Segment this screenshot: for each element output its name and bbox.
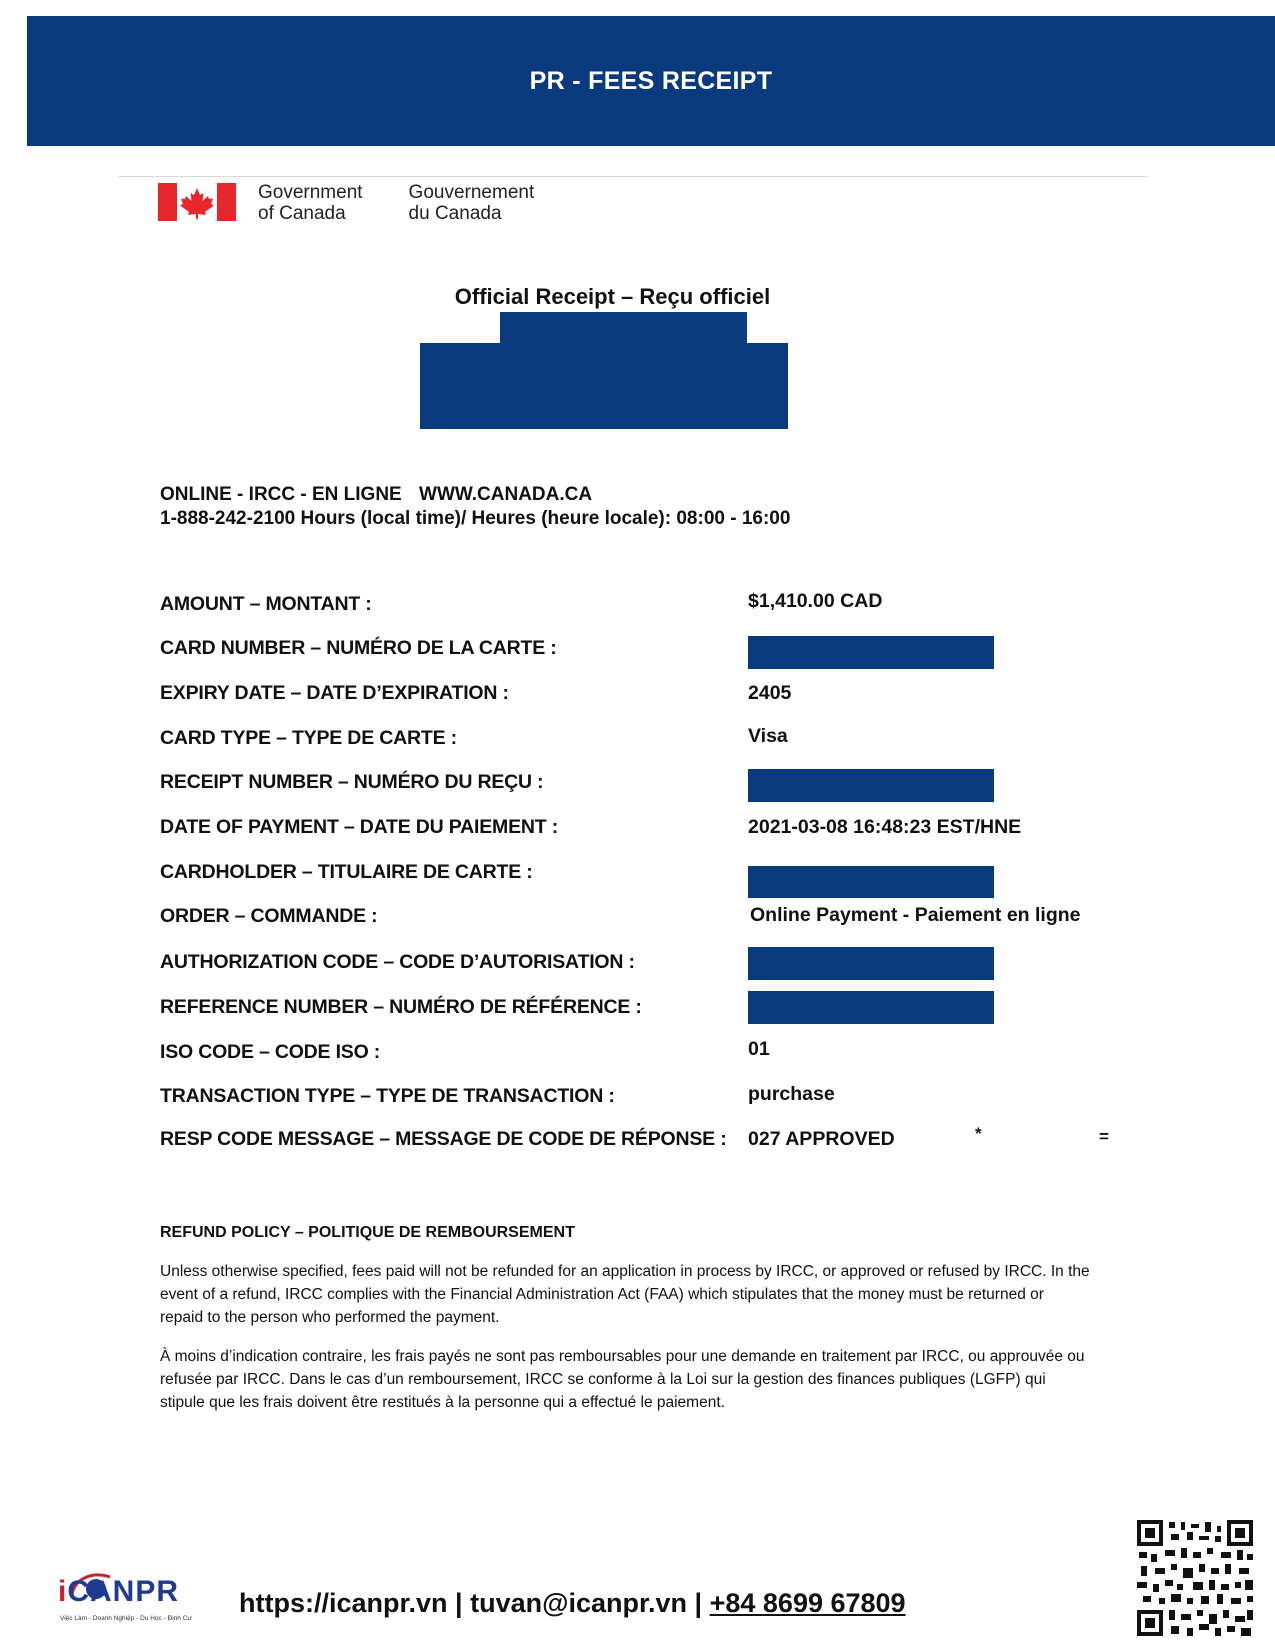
field-label: ISO CODE – CODE ISO : — [160, 1041, 381, 1063]
redacted-value — [748, 769, 994, 802]
field-value: $1,410.00 CAD — [748, 590, 883, 612]
contact-hours: 1-888-242-2100 Hours (local time)/ Heures (heure locale): 08:00 - 16:00 — [160, 508, 791, 529]
field-value: 2405 — [748, 682, 792, 704]
refund-text-fr: À moins d’indication contraire, les frais payés ne sont pas remboursables pour une demande en traitement par IRCC, ou approuvée ou refusée par IRCC. Dans le cas d’un remboursement, IRCC se conforme à la Loi sur la gestion des finances publiques (LGFP) qui stipule que les frais doivent être restitués à la personne qui a effectué le paiement. — [160, 1348, 1085, 1411]
field-value: Visa — [748, 725, 788, 747]
field-value: 027 APPROVED — [748, 1128, 895, 1150]
qr-code-icon[interactable] — [1135, 1518, 1255, 1638]
banner-title: PR - FEES RECEIPT — [529, 66, 773, 95]
contact-website: WWW.CANADA.CA — [419, 484, 593, 505]
icanpr-logo — [58, 1573, 198, 1631]
redacted-value — [748, 947, 994, 980]
field-value: purchase — [748, 1083, 835, 1105]
redacted-block — [420, 343, 788, 429]
divider — [118, 176, 1148, 177]
field-value: 01 — [748, 1038, 770, 1060]
field-label: CARDHOLDER – TITULAIRE DE CARTE : — [160, 861, 533, 883]
canada-flag-icon — [158, 183, 236, 221]
government-signature — [158, 182, 534, 224]
contact-info — [160, 483, 790, 531]
field-label: AUTHORIZATION CODE – CODE D’AUTORISATION : — [160, 951, 635, 973]
logo-name — [58, 1575, 179, 1609]
resp-equals-mark: = — [1099, 1127, 1109, 1146]
footer-separator: | — [455, 1588, 463, 1618]
refund-policy — [160, 1221, 1090, 1430]
refund-title: REFUND POLICY – POLITIQUE DE REMBOURSEMENT — [160, 1224, 575, 1241]
header-banner — [27, 16, 1275, 146]
footer-website[interactable]: https://icanpr.vn — [239, 1588, 448, 1618]
refund-text-en: Unless otherwise specified, fees paid will not be refunded for an application in process by IRCC, or approved or refused by IRCC. In the event of a refund, IRCC complies with the Financial Administration Act (FAA) which stipulates that the money must be returned or repaid to the person who performed the payment. — [160, 1263, 1090, 1326]
field-label: DATE OF PAYMENT – DATE DU PAIEMENT : — [160, 816, 558, 838]
field-label: EXPIRY DATE – DATE D’EXPIRATION : — [160, 682, 509, 704]
field-value: Online Payment - Paiement en ligne — [750, 904, 1081, 926]
redacted-value — [748, 636, 994, 669]
gov-en-line2: of Canada — [258, 203, 346, 224]
field-label: TRANSACTION TYPE – TYPE DE TRANSACTION : — [160, 1085, 615, 1107]
field-label: CARD TYPE – TYPE DE CARTE : — [160, 727, 457, 749]
resp-star-mark: * — [975, 1124, 982, 1143]
logo-letters: CANPR — [67, 1575, 180, 1608]
footer-contact — [239, 1588, 906, 1619]
field-label: RECEIPT NUMBER – NUMÉRO DU REÇU : — [160, 771, 544, 793]
field-label: REFERENCE NUMBER – NUMÉRO DE RÉFÉRENCE : — [160, 996, 642, 1018]
gov-en-line1: Government — [258, 182, 363, 203]
receipt-title: Official Receipt – Reçu officiel — [454, 284, 771, 309]
redacted-value — [748, 991, 994, 1024]
gov-fr-line1: Gouvernement — [408, 182, 535, 203]
field-label: ORDER – COMMANDE : — [160, 905, 378, 927]
footer-email[interactable]: tuvan@icanpr.vn — [470, 1588, 688, 1618]
redacted-value — [748, 866, 994, 898]
government-fr — [409, 182, 535, 224]
government-en — [258, 182, 363, 224]
field-value: 2021-03-08 16:48:23 EST/HNE — [748, 816, 1022, 838]
field-label: AMOUNT – MONTANT : — [160, 593, 372, 615]
field-label: RESP CODE MESSAGE – MESSAGE DE CODE DE RÉPONSE : — [160, 1128, 727, 1150]
gov-fr-line2: du Canada — [408, 203, 502, 224]
contact-online: ONLINE - IRCC - EN LIGNE — [160, 484, 402, 505]
footer-phone[interactable]: +84 8699 67809 — [709, 1588, 906, 1618]
logo-letter-i: i — [58, 1575, 68, 1608]
logo-tagline: Việc Làm - Doanh Nghiệp - Du Học - Định Cư — [60, 1615, 192, 1622]
field-label: CARD NUMBER – NUMÉRO DE LA CARTE : — [160, 637, 557, 659]
contact-line1 — [160, 483, 790, 507]
footer-separator: | — [694, 1588, 703, 1618]
